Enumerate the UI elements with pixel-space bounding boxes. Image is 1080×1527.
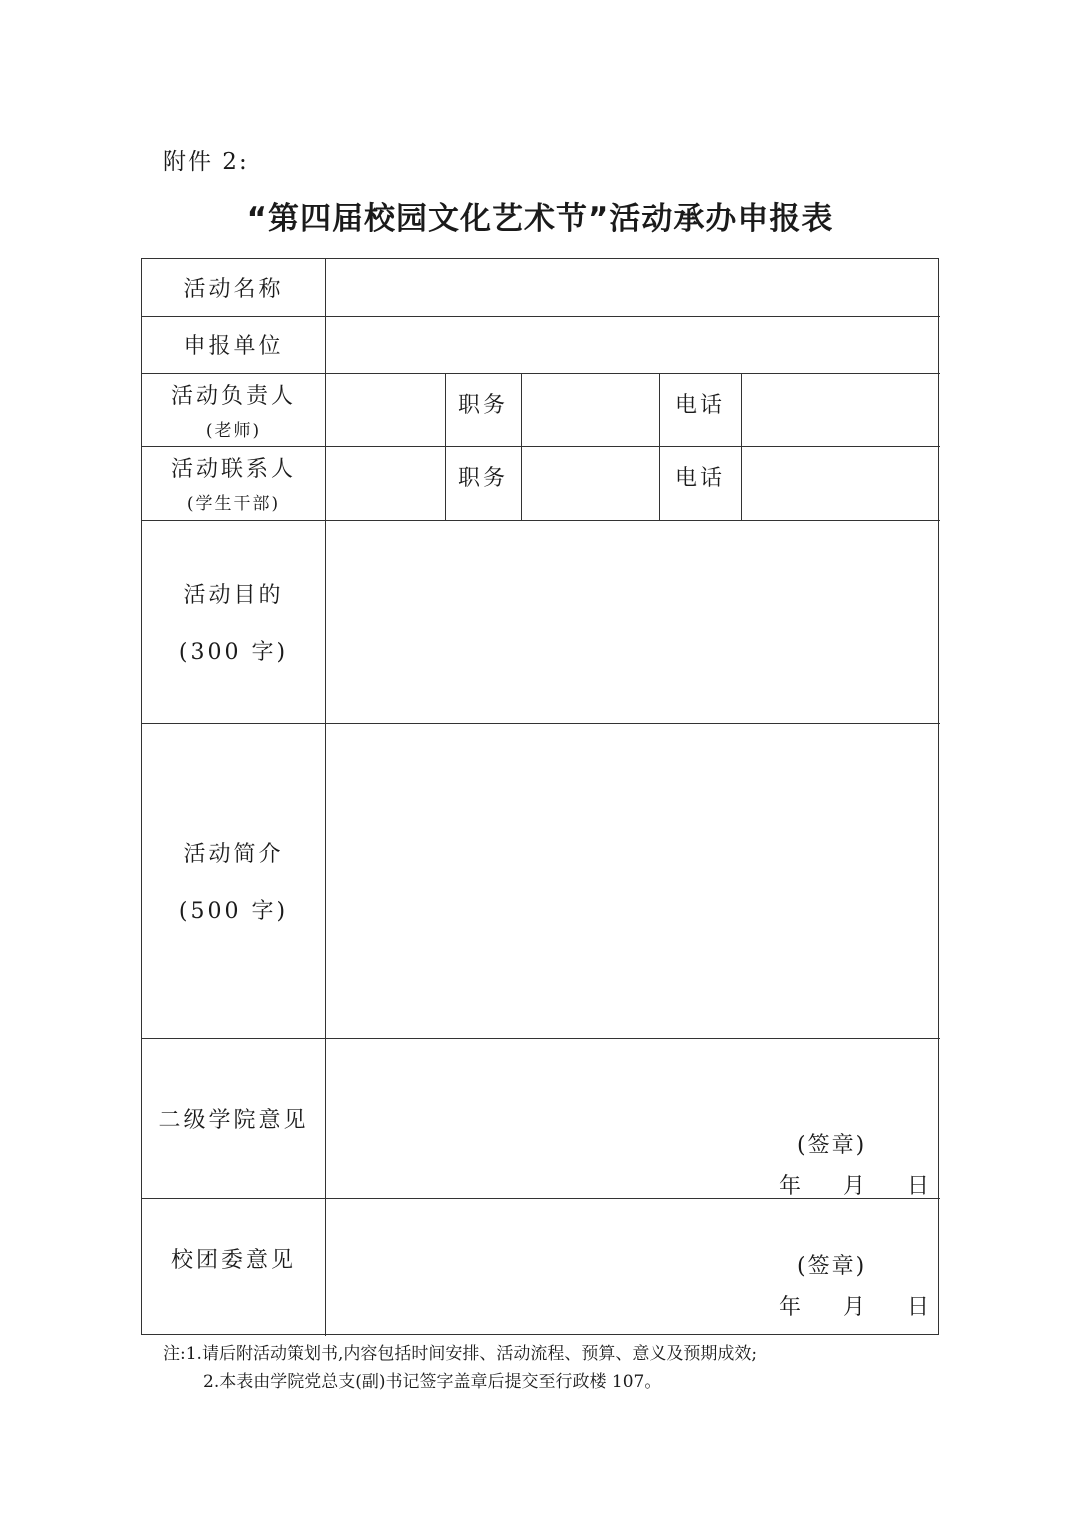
contact-position-label: 职务 [457, 465, 508, 491]
activity-name-label: 活动名称 [183, 277, 284, 302]
leader-phone-field[interactable] [742, 374, 939, 446]
activity-name-field[interactable] [326, 259, 939, 315]
league-date-month: 月 [843, 1295, 866, 1320]
applicant-unit-field[interactable] [326, 317, 939, 373]
intro-label-text: 活动简介 [183, 841, 284, 867]
form-notes [163, 1340, 757, 1396]
contact-phone-label: 电话 [674, 465, 725, 491]
contact-phone-field[interactable] [742, 447, 939, 520]
college-date-line [779, 1169, 929, 1200]
application-form-table [141, 258, 939, 1335]
contact-label-text: 活动联系人 [170, 457, 296, 482]
intro-label [142, 723, 325, 1038]
college-date-year: 年 [779, 1174, 802, 1199]
leader-name-field[interactable] [326, 374, 445, 446]
contact-position-field[interactable] [522, 447, 659, 520]
leader-phone-label: 电话 [674, 392, 725, 418]
college-date-month: 月 [843, 1174, 866, 1199]
purpose-label [142, 520, 325, 723]
leader-label-sub: (老师) [205, 420, 262, 441]
leader-label-text: 活动负责人 [170, 383, 296, 409]
attachment-label: 附件 2: [163, 149, 249, 175]
leader-label [142, 373, 325, 446]
contact-label-sub: (学生干部) [186, 494, 281, 514]
league-signature-label: (签章) [797, 1254, 867, 1279]
purpose-field[interactable] [326, 521, 939, 723]
league-date-line [779, 1290, 929, 1321]
college-opinion-label: 二级学院意见 [158, 1107, 309, 1133]
note-1: 注:1.请后附活动策划书,内容包括时间安排、活动流程、预算、意义及预期成效; [163, 1344, 758, 1364]
leader-position-label: 职务 [457, 392, 508, 418]
form-title: “第四届校园文化艺术节”活动承办申报表 [246, 201, 834, 237]
contact-name-field[interactable] [326, 447, 445, 520]
college-signature-label: (签章) [797, 1133, 867, 1158]
applicant-unit-label: 申报单位 [183, 334, 284, 359]
purpose-label-text: 活动目的 [183, 582, 284, 608]
college-date-day: 日 [907, 1174, 930, 1199]
note-2: 2.本表由学院党总支(副)书记签字盖章后提交至行政楼 107。 [203, 1372, 662, 1392]
league-date-day: 日 [907, 1295, 930, 1320]
contact-label [142, 446, 325, 520]
purpose-label-sub: (300 字) [178, 639, 289, 665]
leader-position-field[interactable] [522, 374, 659, 446]
intro-label-sub: (500 字) [178, 898, 289, 924]
league-date-year: 年 [779, 1295, 802, 1320]
league-opinion-label: 校团委意见 [170, 1247, 296, 1273]
intro-field[interactable] [326, 724, 939, 1038]
